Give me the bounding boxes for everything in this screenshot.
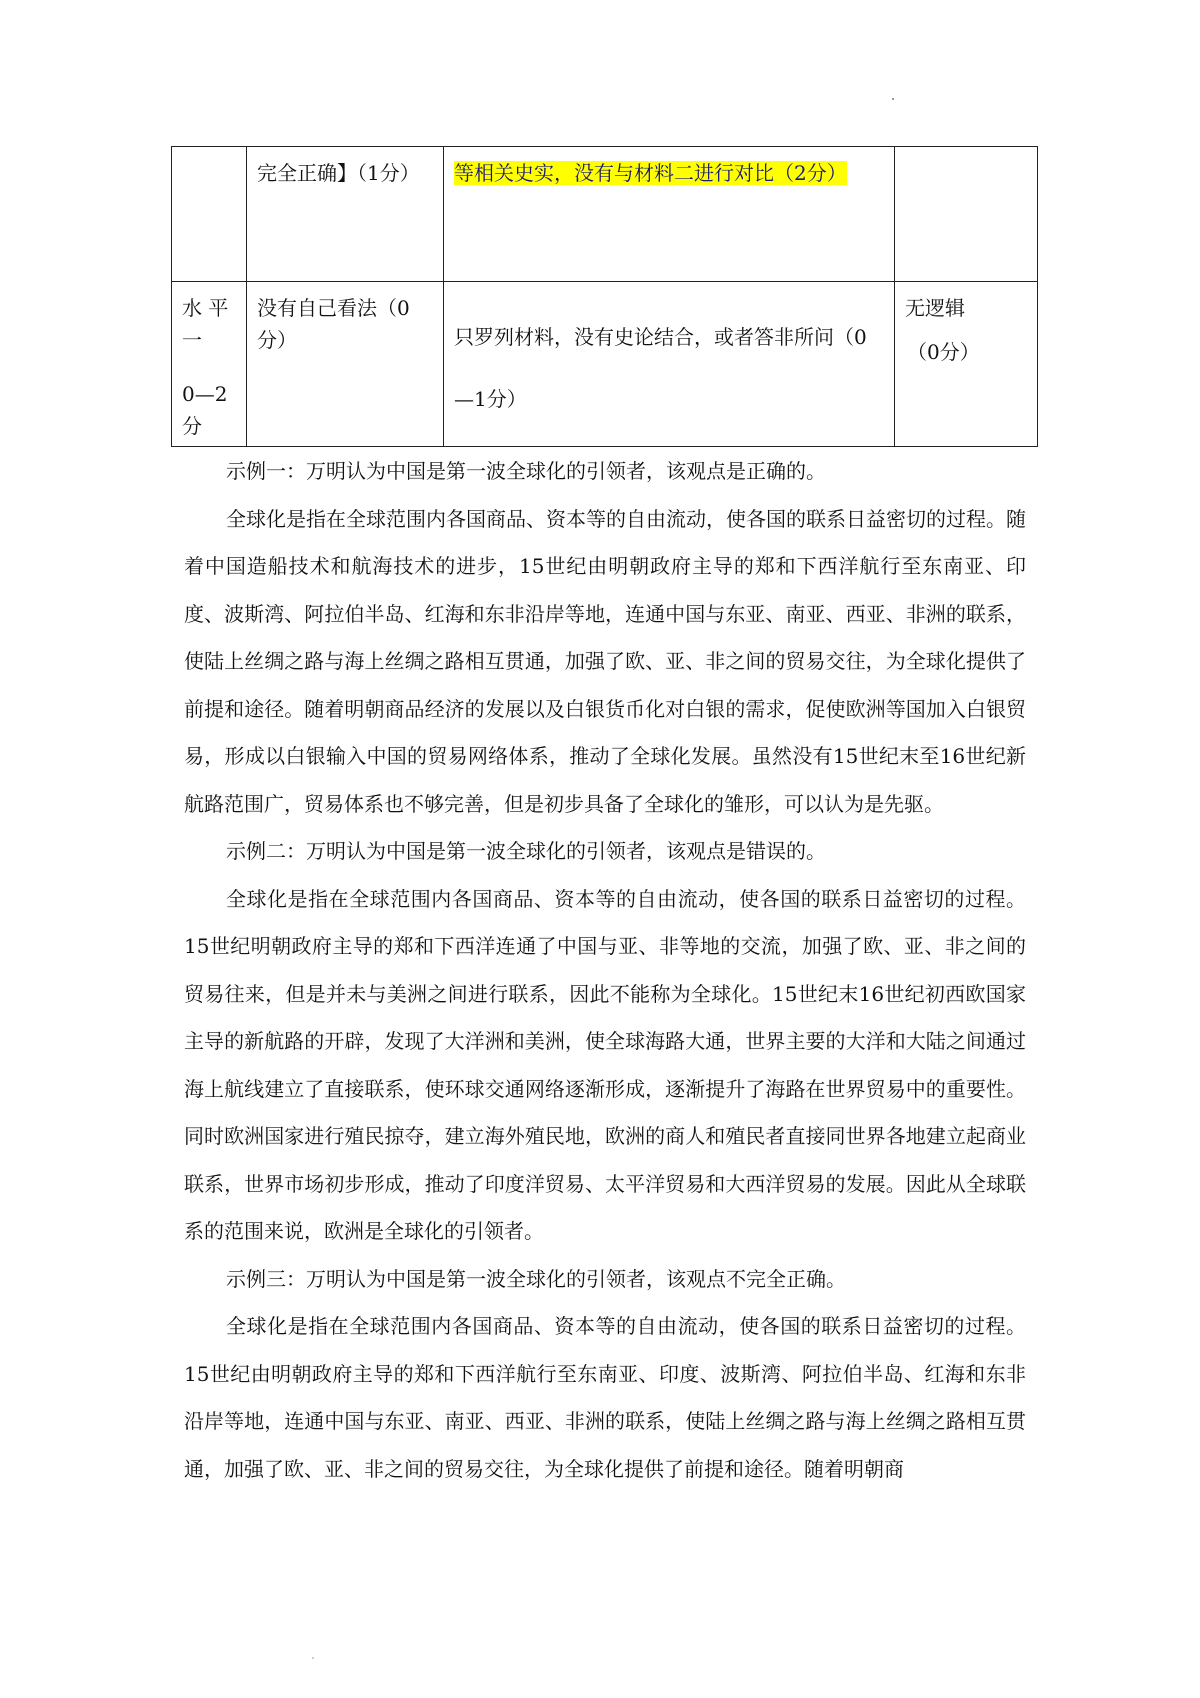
level-label: 一 bbox=[182, 328, 202, 352]
example-heading: 示例二：万明认为中国是第一波全球化的引领者，该观点是错误的。 bbox=[226, 839, 826, 863]
grading-table bbox=[171, 146, 1038, 447]
level-score: 0—2 bbox=[182, 382, 228, 406]
viewpoint-text: 完全正确】（1分） bbox=[257, 161, 420, 185]
table-row bbox=[172, 147, 1038, 282]
example-body: 全球化是指在全球范围内各国商品、资本等的自由流动，使各国的联系日益密切的过程。随着中国造船技术和航海技术的进步，15世纪由明朝政府主导的郑和下西洋航行至东南亚、印度、波斯湾、阿拉伯半岛、红海和东非沿岸等地，连通中国与东亚、南亚、西亚、非洲的联系，使陆上丝绸之路与海上丝绸之路相互贯通，加强了欧、亚、非之间的贸易交往，为全球化提供了前提和途径。随着明朝商品经济的发展以及白银货币化对白银的需求，促使欧洲等国加入白银贸易，形成以白银输入中国的贸易网络体系，推动了全球化发展。虽然没有15世纪末至16世纪新航路范围广，贸易体系也不够完善，但是初步具备了全球化的雏形，可以认为是先驱。 bbox=[184, 506, 1026, 816]
logic-cell bbox=[895, 282, 1038, 447]
argument-cell bbox=[444, 282, 895, 447]
argument-text: 只罗列材料，没有史论结合，或者答非所问（0—1分） bbox=[454, 325, 867, 411]
level-cell bbox=[172, 282, 247, 447]
example-body: 全球化是指在全球范围内各国商品、资本等的自由流动，使各国的联系日益密切的过程。15世纪明朝政府主导的郑和下西洋连通了中国与亚、非等地的交流，加强了欧、亚、非之间的贸易往来，但是并未与美洲之间进行联系，因此不能称为全球化。15世纪末16世纪初西欧国家主导的新航路的开辟，发现了大洋洲和美洲，使全球海路大通，世界主要的大洋和大陆之间通过海上航线建立了直接联系，使环球交通网络逐渐形成，逐渐提升了海路在世界贸易中的重要性。同时欧洲国家进行殖民掠夺，建立海外殖民地，欧洲的商人和殖民者直接同世界各地建立起商业联系，世界市场初步形成，推动了印度洋贸易、太平洋贸易和大西洋贸易的发展。因此从全球联系的范围来说，欧洲是全球化的引领者。 bbox=[184, 886, 1026, 1243]
level-cell bbox=[172, 147, 247, 282]
argument-cell bbox=[444, 147, 895, 282]
viewpoint-cell bbox=[247, 282, 444, 447]
level-label: 水 平 bbox=[182, 296, 229, 320]
example-heading: 示例一：万明认为中国是第一波全球化的引领者，该观点是正确的。 bbox=[226, 459, 826, 483]
stray-mark bbox=[312, 1657, 314, 1659]
example-body: 全球化是指在全球范围内各国商品、资本等的自由流动，使各国的联系日益密切的过程。15世纪由明朝政府主导的郑和下西洋航行至东南亚、印度、波斯湾、阿拉伯半岛、红海和东非沿岸等地，连通中国与东亚、南亚、西亚、非洲的联系，使陆上丝绸之路与海上丝绸之路相互贯通，加强了欧、亚、非之间的贸易交往，为全球化提供了前提和途径。随着明朝商 bbox=[184, 1314, 1026, 1481]
viewpoint-text: 没有自己看法（0分） bbox=[257, 296, 410, 352]
logic-text: 无逻辑 bbox=[905, 296, 965, 320]
stray-mark bbox=[892, 98, 894, 100]
sample-answers bbox=[184, 448, 1026, 1493]
logic-score: （0分） bbox=[907, 340, 980, 364]
table-row bbox=[172, 282, 1038, 447]
viewpoint-cell bbox=[247, 147, 444, 282]
logic-cell bbox=[895, 147, 1038, 282]
level-score: 分 bbox=[182, 414, 202, 438]
highlighted-text: 等相关史实，没有与材料二进行对比（2分） bbox=[454, 161, 847, 185]
example-heading: 示例三：万明认为中国是第一波全球化的引领者，该观点不完全正确。 bbox=[226, 1266, 846, 1291]
